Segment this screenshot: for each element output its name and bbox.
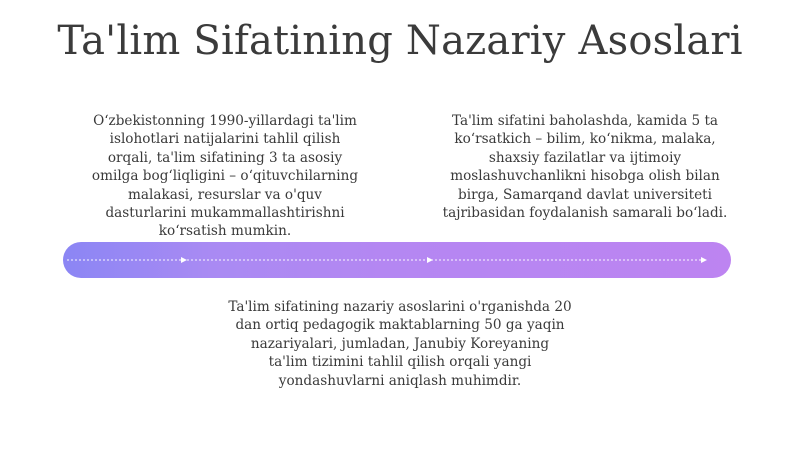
- arrow-right-icon: [701, 257, 707, 263]
- text-line: ko‘rsatish mumkin.: [158, 223, 292, 240]
- text-line: Ta'lim sifatining nazariy asoslarini o'rganishda 20: [228, 299, 572, 315]
- text-line: birga, Samarqand davlat universiteti: [458, 186, 712, 203]
- arrow-right-icon: [181, 257, 187, 263]
- text-line: yondashuvlarni aniqlash muhimdir.: [278, 372, 522, 389]
- text-line: moslashuvchanlikni hisobga olish bilan: [450, 168, 720, 185]
- text-block-left: [70, 112, 380, 241]
- arrow-right-icon: [427, 257, 433, 263]
- text-line: malakasi, resurslar va o'quv: [128, 186, 322, 203]
- text-line: islohotlari natijalarini tahlil qilish: [109, 131, 341, 148]
- text-line: tajribasidan foydalanish samarali bo‘ladi.: [442, 205, 728, 222]
- text-line: O‘zbekistonning 1990-yillardagi ta'lim: [93, 113, 357, 129]
- text-line: orqali, ta'lim sifatining 3 ta asosiy: [107, 149, 343, 166]
- text-line: dasturlarini mukammallashtirishni: [105, 205, 345, 222]
- text-line: nazariyalari, jumladan, Janubiy Koreyaning: [250, 335, 550, 352]
- timeline-arrow-track: [63, 242, 731, 278]
- text-line: Ta'lim sifatini baholashda, kamida 5 ta: [451, 113, 719, 129]
- text-line: ko‘rsatkich – bilim, ko‘nikma, malaka,: [454, 131, 716, 148]
- slide-title: Ta'lim Sifatining Nazariy Asoslari: [57, 18, 743, 64]
- text-block-right: [425, 112, 745, 222]
- text-line: shaxsiy fazilatlar va ijtimoiy: [488, 149, 682, 166]
- text-line: omilga bog‘liqligini – o‘qituvchilarning: [91, 168, 359, 185]
- text-block-bottom: [200, 298, 600, 390]
- text-line: dan ortiq pedagogik maktablarning 50 ga yaqin: [235, 317, 565, 334]
- timeline-bar: [63, 242, 731, 278]
- text-line: ta'lim tizimini tahlil qilish orqali yangi: [268, 354, 532, 371]
